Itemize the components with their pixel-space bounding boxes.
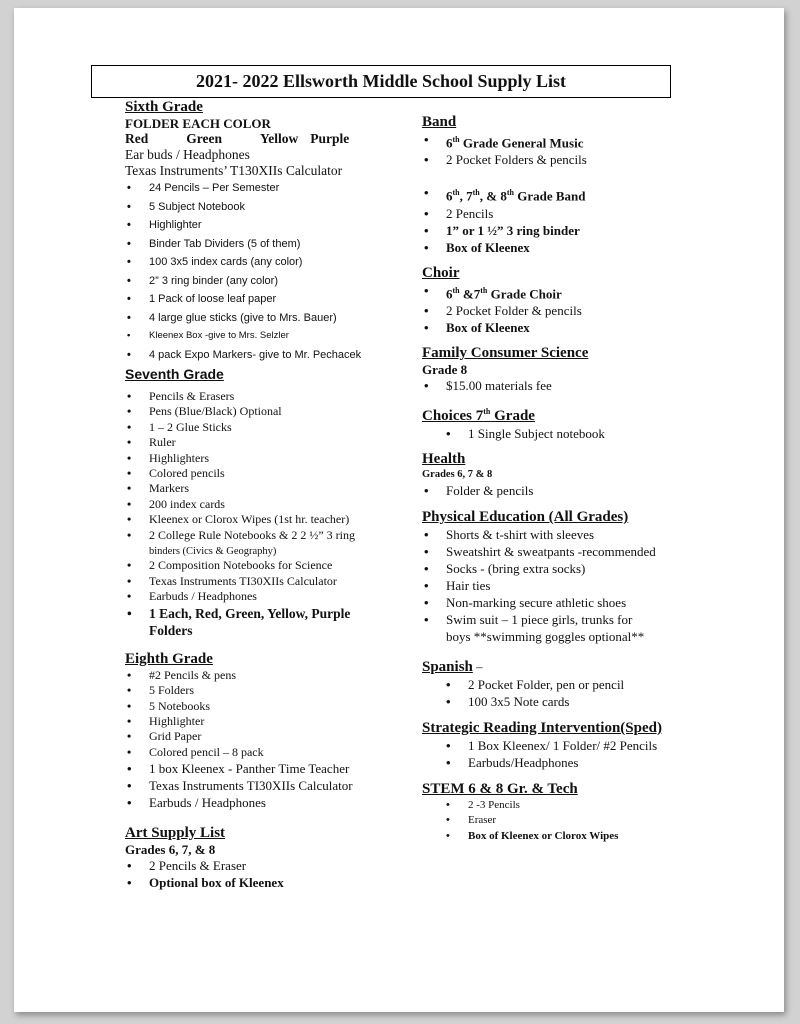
list-item: • 4 pack Expo Markers- give to Mr. Pechacek [125, 346, 415, 365]
sixth-grade-section [125, 99, 415, 364]
list-item: • Sweatshirt & sweatpants -recommended [422, 543, 752, 560]
list-item: • Earbuds / Headphones [125, 589, 415, 604]
sixth-calculator: Texas Instruments’ T130XIIs Calculator [125, 163, 343, 178]
list-item: • 6th Grade General Music [422, 131, 752, 151]
list-item: • Hair ties [422, 577, 752, 594]
pe-section [422, 509, 752, 645]
eighth-grade-section [125, 651, 415, 811]
band-list [422, 131, 752, 168]
choir-list [422, 282, 752, 336]
list-item: • 1 – 2 Glue Sticks [125, 420, 415, 435]
sixth-earbuds: Ear buds / Headphones [125, 147, 250, 162]
right-column [422, 114, 752, 844]
list-item: • Highlighters [125, 451, 415, 466]
pe-heading: Physical Education (All Grades) [422, 508, 629, 525]
list-item: • Kleenex Box -give to Mrs. Selzler [125, 327, 415, 346]
seventh-grade-list [125, 389, 415, 639]
sixth-colors-line [125, 131, 415, 147]
list-item: • 2 Pencils & Eraser [125, 857, 415, 874]
band-list-2 [422, 184, 752, 255]
list-item: • 1” or 1 ½” 3 ring binder [422, 222, 752, 239]
stem-section [422, 781, 752, 845]
seventh-grade-section [125, 366, 415, 639]
list-item: • Pencils & Erasers [125, 389, 415, 404]
health-grades: Grades 6, 7 & 8 [422, 468, 493, 480]
list-item: • Pens (Blue/Black) Optional [125, 404, 415, 419]
art-grades: Grades 6, 7, & 8 [125, 842, 216, 858]
list-item: • Texas Instruments TI30XIIs Calculator [125, 777, 415, 794]
seventh-grade-heading: Seventh Grade [125, 366, 224, 382]
list-item: • Grid Paper [125, 729, 415, 744]
list-item: • 5 Notebooks [125, 699, 415, 714]
list-item: • 200 index cards [125, 497, 415, 512]
art-list [125, 857, 415, 891]
list-item: • Earbuds/Headphones [422, 754, 752, 771]
spanish-section [422, 658, 752, 710]
list-item: • 5 Folders [125, 683, 415, 698]
list-item: • Earbuds / Headphones [125, 794, 415, 811]
health-list [422, 482, 752, 499]
list-item: • 2 -3 Pencils [422, 798, 752, 814]
fcs-section [422, 345, 752, 394]
page-title: 2021- 2022 Ellsworth Middle School Supply List [195, 71, 567, 91]
band-section [422, 114, 752, 256]
eighth-grade-list-large [125, 760, 415, 811]
sri-section [422, 720, 752, 771]
color-green: Green [186, 131, 222, 146]
list-item: • 5 Subject Notebook [125, 198, 415, 217]
sixth-grade-list [125, 179, 415, 364]
spanish-heading: Spanish [422, 658, 473, 675]
color-red: Red [125, 131, 149, 146]
list-item: • 1 Pack of loose leaf paper [125, 290, 415, 309]
list-item: • 2 Composition Notebooks for Science [125, 558, 415, 573]
list-item: • Swim suit – 1 piece girls, trunks for boys **swimming goggles optional** [422, 611, 752, 645]
list-item: • Box of Kleenex [422, 319, 752, 336]
list-item: • Non-marking secure athletic shoes [422, 594, 752, 611]
list-item: • 24 Pencils – Per Semester [125, 179, 415, 198]
choir-heading: Choir [422, 264, 460, 281]
list-item: • 2 College Rule Notebooks & 2 2 ½” 3 ring binders (Civics & Geography) [125, 528, 415, 559]
sri-heading: Strategic Reading Intervention(Sped) [422, 719, 662, 736]
eighth-grade-heading: Eighth Grade [125, 650, 213, 667]
sixth-folder-line: FOLDER EACH COLOR [125, 116, 271, 131]
choices-list [422, 425, 752, 442]
list-item: • Optional box of Kleenex [125, 874, 415, 891]
list-item: • 1 box Kleenex - Panther Time Teacher [125, 760, 415, 777]
sixth-grade-heading: Sixth Grade [125, 99, 203, 115]
list-item: • 100 3x5 Note cards [422, 693, 752, 710]
pe-list [422, 526, 752, 645]
fcs-heading: Family Consumer Science [422, 344, 589, 361]
list-item: • #2 Pencils & pens [125, 668, 415, 683]
eighth-grade-list [125, 668, 415, 760]
list-item: • 4 large glue sticks (give to Mrs. Bauer) [125, 309, 415, 328]
list-item: • 100 3x5 index cards (any color) [125, 253, 415, 272]
choices-section [422, 403, 752, 442]
title-box [91, 65, 671, 98]
health-heading: Health [422, 450, 466, 467]
left-column [125, 99, 415, 891]
list-item: • 6th &7th Grade Choir [422, 282, 752, 302]
list-item: • 1 Box Kleenex/ 1 Folder/ #2 Pencils [422, 737, 752, 754]
list-item: • Folder & pencils [422, 482, 752, 499]
list-item: • Texas Instruments TI30XIIs Calculator [125, 574, 415, 589]
list-item: • Binder Tab Dividers (5 of them) [125, 235, 415, 254]
spanish-list [422, 676, 752, 710]
band-heading: Band [422, 114, 457, 130]
list-item: • Box of Kleenex [422, 239, 752, 256]
list-item: • Kleenex or Clorox Wipes (1st hr. teacher) [125, 512, 415, 527]
list-item: • 2 Pocket Folder, pen or pencil [422, 676, 752, 693]
color-yellow: Yellow [260, 131, 299, 146]
fcs-grade: Grade 8 [422, 361, 468, 377]
list-item: • 6th, 7th, & 8th Grade Band [422, 184, 752, 204]
art-section [125, 825, 415, 891]
choir-section [422, 265, 752, 336]
list-item: • 2 Pocket Folder & pencils [422, 302, 752, 319]
list-item: • Box of Kleenex or Clorox Wipes [422, 829, 752, 845]
list-item: • Highlighter [125, 216, 415, 235]
spanish-heading-row [422, 658, 752, 676]
health-section [422, 451, 752, 499]
list-item: • 1 Each, Red, Green, Yellow, Purple Folders [125, 605, 415, 639]
list-item: • Socks - (bring extra socks) [422, 560, 752, 577]
stem-list [422, 798, 752, 845]
list-item: • Shorts & t-shirt with sleeves [422, 526, 752, 543]
list-item: • $15.00 materials fee [422, 377, 752, 394]
choices-heading: Choices 7th Grade [422, 406, 535, 424]
art-heading: Art Supply List [125, 825, 226, 842]
list-item: • 1 Single Subject notebook [422, 425, 752, 442]
list-item: • 2 Pocket Folders & pencils [422, 151, 752, 168]
sri-list [422, 737, 752, 771]
list-item: • Ruler [125, 435, 415, 450]
fcs-list [422, 377, 752, 394]
stem-heading: STEM 6 & 8 Gr. & Tech [422, 780, 578, 797]
list-item: • Eraser [422, 813, 752, 829]
list-item: • Colored pencils [125, 466, 415, 481]
color-purple: Purple [310, 131, 350, 146]
spanish-dash: – [472, 658, 483, 674]
list-item: • Markers [125, 481, 415, 496]
list-item: • 2” 3 ring binder (any color) [125, 272, 415, 291]
list-item: • Highlighter [125, 714, 415, 729]
list-item: • Colored pencil – 8 pack [125, 745, 415, 760]
list-item: • 2 Pencils [422, 205, 752, 222]
